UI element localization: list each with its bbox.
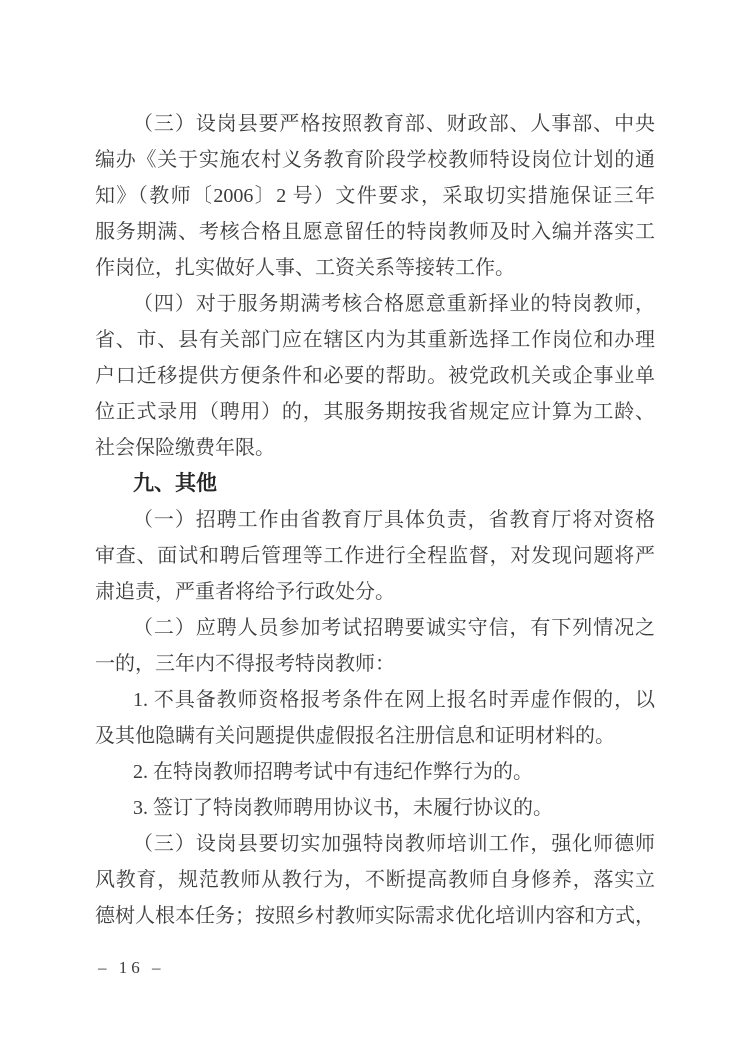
- document-line: 社会保险缴费年限。: [95, 437, 275, 459]
- document-line: （四）对于服务期满考核合格愿意重新择业的特岗教师，: [133, 293, 655, 315]
- document-line: 编办《关于实施农村义务教育阶段学校教师特设岗位计划的通: [95, 149, 655, 171]
- document-line: 3. 签订了特岗教师聘用协议书，未履行协议的。: [133, 797, 553, 819]
- document-line: 风教育，规范教师从教行为，不断提高教师自身修养，落实立: [95, 869, 655, 891]
- document-line: 审查、面试和聘后管理等工作进行全程监督，对发现问题将严: [95, 545, 655, 567]
- document-line: （三）设岗县要严格按照教育部、财政部、人事部、中央: [133, 113, 655, 135]
- document-line: 作岗位，扎实做好人事、工资关系等接转工作。: [95, 257, 515, 279]
- document-line: 德树人根本任务；按照乡村教师实际需求优化培训内容和方式，: [95, 905, 655, 927]
- page-number: – 16 –: [98, 958, 165, 977]
- document-line: （一）招聘工作由省教育厅具体负责，省教育厅将对资格: [133, 509, 655, 531]
- document-line: 及其他隐瞒有关问题提供虚假报名注册信息和证明材料的。: [95, 725, 615, 747]
- document-line: 户口迁移提供方便条件和必要的帮助。被党政机关或企事业单: [95, 365, 655, 387]
- document-line: 1. 不具备教师资格报考条件在网上报名时弄虚作假的，以: [133, 689, 655, 711]
- document-line: 省、市、县有关部门应在辖区内为其重新选择工作岗位和办理: [95, 329, 655, 351]
- document-line: 服务期满、考核合格且愿意留任的特岗教师及时入编并落实工: [95, 221, 655, 243]
- document-line: 2. 在特岗教师招聘考试中有违纪作弊行为的。: [133, 761, 533, 783]
- document-line: （二）应聘人员参加考试招聘要诚实守信，有下列情况之: [133, 617, 655, 639]
- document-line: 一的，三年内不得报考特岗教师：: [95, 653, 395, 675]
- document-body: [95, 106, 655, 934]
- document-line: 肃追责，严重者将给予行政处分。: [95, 581, 395, 603]
- section-heading: 九、其他: [133, 472, 217, 495]
- document-line: 位正式录用（聘用）的，其服务期按我省规定应计算为工龄、: [95, 401, 655, 423]
- document-line: 知》（教师〔2006〕2 号）文件要求，采取切实措施保证三年: [95, 185, 655, 207]
- document-line: （三）设岗县要切实加强特岗教师培训工作，强化师德师: [133, 833, 655, 855]
